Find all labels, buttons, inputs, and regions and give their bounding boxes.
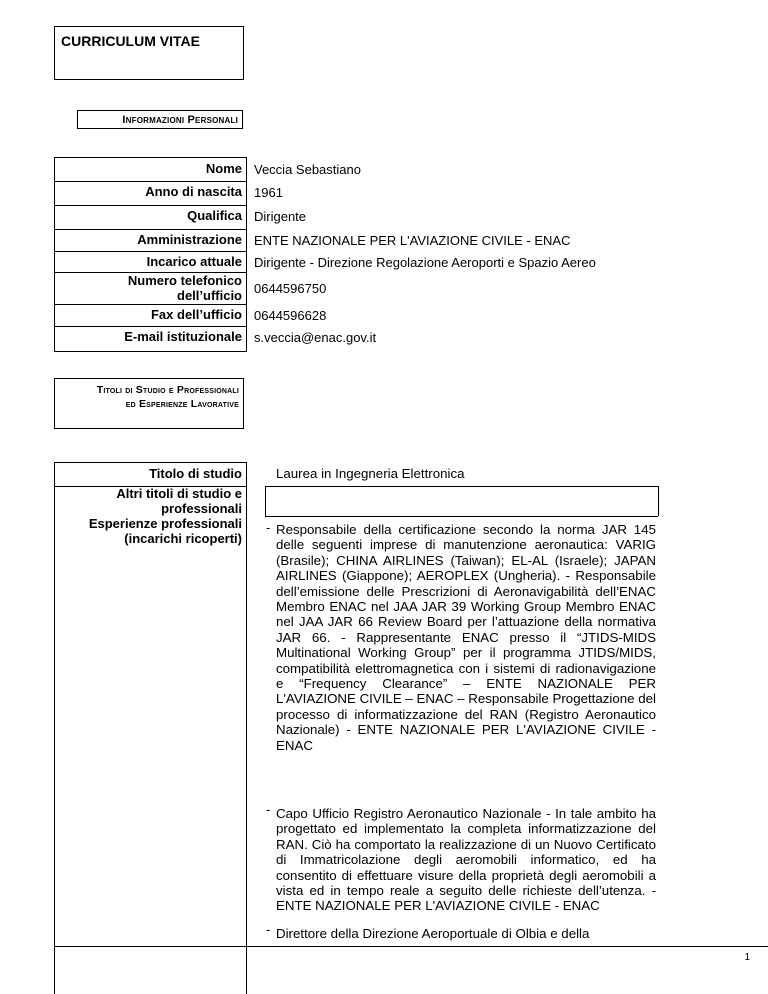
- personal-value: s.veccia@enac.gov.it: [254, 330, 377, 345]
- personal-label: Anno di nascita: [145, 184, 242, 199]
- personal-label: Fax dell’ufficio: [150, 307, 242, 322]
- row-divider: [54, 326, 247, 327]
- row-divider: [54, 229, 247, 230]
- row-divider: [54, 304, 247, 305]
- row-divider: [54, 251, 247, 252]
- personal-value: Dirigente - Direzione Regolazione Aeroporti e Spazio Aereo: [254, 255, 596, 270]
- row-divider: [54, 272, 247, 273]
- personal-value: Veccia Sebastiano: [254, 162, 361, 177]
- titolo-label: Titolo di studio: [149, 466, 242, 481]
- personal-label: Incarico attuale: [146, 254, 242, 269]
- cv-title: CURRICULUM VITAE: [61, 33, 200, 49]
- page-number: 1: [744, 952, 750, 963]
- bullet-dash: -: [266, 922, 271, 937]
- personal-value: 1961: [254, 185, 283, 200]
- row-divider: [54, 181, 247, 182]
- section-personal-box: [77, 110, 243, 129]
- personal-label: Qualifica: [187, 208, 242, 223]
- bullet-dash: -: [266, 520, 271, 535]
- experience-item-2: Capo Ufficio Registro Aeronautico Nazionale - In tale ambito ha progettato ed implementato la completa informatizzazione del RAN. Ciò ha comportato la realizzazione di un Nuovo Certificato di Immatricolazione degli aeromobili informatico, ed ha consentito di effettuare visure della proprietà degli aeromobili a vista ed in tempo reale a seguito delle richieste dell’utenza. - ENTE NAZIONALE PER L'AVIAZIONE CIVILE - ENAC: [276, 806, 656, 914]
- esperienze-label: Esperienze professionali (incarichi ricoperti): [88, 516, 242, 546]
- footer-rule: [54, 946, 768, 947]
- personal-value: ENTE NAZIONALE PER L'AVIAZIONE CIVILE - ENAC: [254, 233, 571, 248]
- cv-title-box: [54, 26, 244, 80]
- personal-value: Dirigente: [254, 209, 307, 224]
- altri-titoli-label: Altri titoli di studio e professionali: [116, 486, 242, 516]
- personal-label: Nome: [205, 161, 242, 176]
- personal-label: Amministrazione: [137, 232, 242, 247]
- section-studies-title: Titoli di Studio e Professionali ed Esperienze Lavorative: [96, 384, 239, 410]
- section-personal-title: Informazioni Personali: [122, 114, 238, 126]
- personal-label: E-mail istituzionale: [124, 329, 242, 344]
- section-studies-box: [54, 378, 244, 429]
- experience-item-1: Responsabile della certificazione secondo la norma JAR 145 delle seguenti imprese di manutenzione aeronautica: VARIG (Brasile); CHINA AIRLINES (Taiwan); EL-AL (Israele); JAPAN AIRLINES (Giappone); AEROPLEX (Ungheria). - Responsabile dell’emissione delle Prescrizioni di Aeronavigabilità dell’ENAC Membro ENAC nel JAA JAR 39 Working Group Membro ENAC nel JAA JAR 66 Review Board per l’attuazione della normativa JAR 66. - Rappresentante ENAC presso il “JTIDS-MIDS Multinational Working Group” per il programma JTIDS/MIDS, compatibilità elettromagnetica con i sistemi di radionavigazione e “Frequency Clearance” – ENTE NAZIONALE PER L'AVIAZIONE CIVILE – ENAC – Responsabile Progettazione del processo di informatizzazione del RAN (Registro Aeronautico Nazionale) - ENTE NAZIONALE PER L'AVIAZIONE CIVILE - ENAC: [276, 522, 656, 753]
- titolo-value: Laurea in Ingegneria Elettronica: [276, 466, 465, 481]
- row-divider: [54, 205, 247, 206]
- bullet-dash: -: [266, 802, 271, 817]
- personal-value: 0644596628: [254, 308, 327, 323]
- personal-label: Numero telefonico dell’ufficio: [127, 273, 242, 303]
- experience-item-3: Direttore della Direzione Aeroportuale di Olbia e della: [276, 926, 590, 941]
- personal-value: 0644596750: [254, 281, 327, 296]
